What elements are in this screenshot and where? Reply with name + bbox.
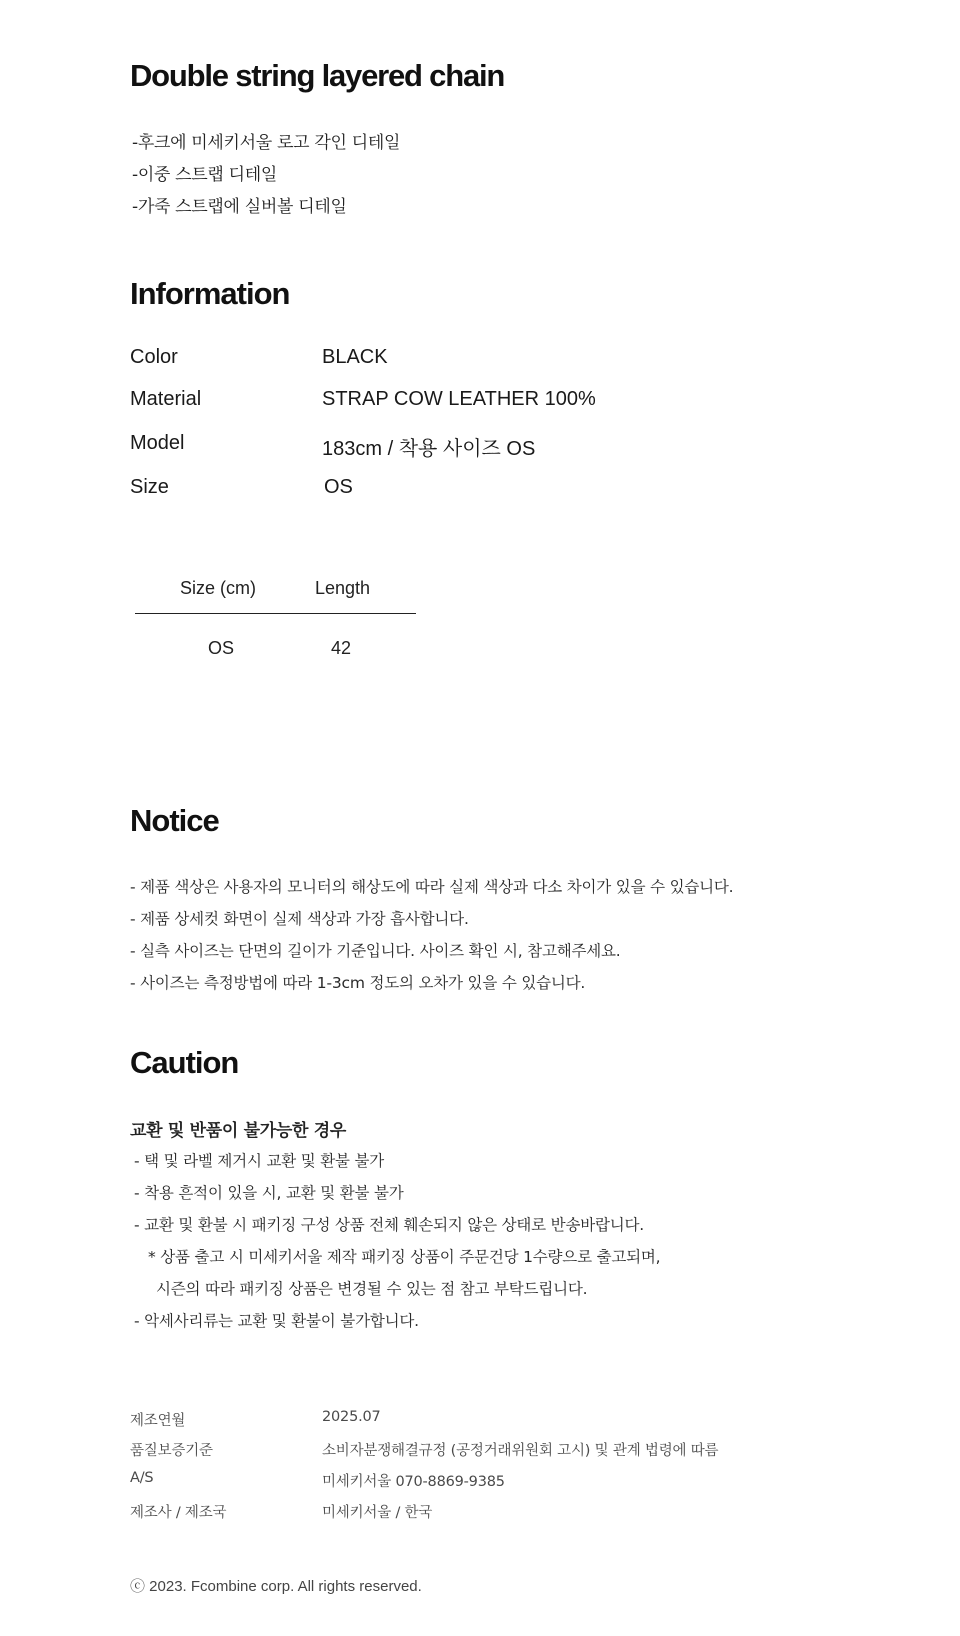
info-label-size: Size xyxy=(130,476,169,498)
meta-value: 2025.07 xyxy=(322,1409,381,1425)
product-title: Double string layered chain xyxy=(130,58,505,93)
info-value-model: 183cm / 착용 사이즈 OS xyxy=(322,438,536,460)
info-value-color: BLACK xyxy=(322,346,388,368)
caution-item: - 택 및 라벨 제거시 교환 및 환불 불가 xyxy=(134,1152,385,1170)
notice-item: - 실측 사이즈는 단면의 길이가 기준입니다. 사이즈 확인 시, 참고해주세요. xyxy=(130,942,621,960)
caution-note: * 상품 출고 시 미세키서울 제작 패키징 상품이 주문건당 1수량으로 출고되며, xyxy=(148,1248,661,1266)
caution-note: 시즌의 따라 패키징 상품은 변경될 수 있는 점 참고 부탁드립니다. xyxy=(156,1280,588,1298)
caution-item: - 착용 흔적이 있을 시, 교환 및 환불 불가 xyxy=(134,1184,404,1202)
caution-item: - 악세사리류는 교환 및 환불이 불가합니다. xyxy=(134,1312,419,1330)
info-label-color: Color xyxy=(130,346,178,368)
meta-label: 제조연월 xyxy=(130,1413,186,1429)
info-value-size: OS xyxy=(324,476,353,498)
meta-value: 소비자분쟁해결규정 (공정거래위원회 고시) 및 관계 법령에 따름 xyxy=(322,1443,719,1459)
information-heading: Information xyxy=(130,276,290,311)
meta-value: 미세키서울 070-8869-9385 xyxy=(322,1474,505,1490)
notice-item: - 제품 상세컷 화면이 실제 색상과 가장 흡사합니다. xyxy=(130,910,469,928)
feature-item: -이중 스트랩 디테일 xyxy=(132,165,278,185)
meta-label: 제조사 / 제조국 xyxy=(130,1505,227,1521)
meta-value: 미세키서울 / 한국 xyxy=(322,1505,433,1521)
notice-item: - 사이즈는 측정방법에 따라 1-3cm 정도의 오차가 있을 수 있습니다. xyxy=(130,974,586,992)
info-value-material: STRAP COW LEATHER 100% xyxy=(322,388,596,410)
size-table-cell-size: OS xyxy=(208,638,235,658)
feature-item: -가죽 스트랩에 실버볼 디테일 xyxy=(132,197,347,217)
meta-label: A/S xyxy=(130,1470,154,1486)
notice-item: - 제품 색상은 사용자의 모니터의 해상도에 따라 실제 색상과 다소 차이가 있을 수 있습니다. xyxy=(130,878,734,896)
size-table-divider xyxy=(135,613,416,614)
caution-subheading: 교환 및 반품이 불가능한 경우 xyxy=(130,1121,346,1141)
meta-label: 품질보증기준 xyxy=(130,1443,213,1459)
notice-heading: Notice xyxy=(130,803,219,838)
size-table-header-size: Size (cm) xyxy=(180,578,256,598)
caution-item: - 교환 및 환불 시 패키징 구성 상품 전체 훼손되지 않은 상태로 반송바랍니다. xyxy=(134,1216,645,1234)
size-table-header-length: Length xyxy=(315,578,371,598)
copyright: ⓒ 2023. Fcombine corp. All rights reserved. xyxy=(130,1578,422,1595)
info-label-material: Material xyxy=(130,388,202,410)
caution-heading: Caution xyxy=(130,1045,239,1080)
info-label-model: Model xyxy=(130,432,185,454)
size-table-cell-length: 42 xyxy=(331,638,352,658)
feature-item: -후크에 미세키서울 로고 각인 디테일 xyxy=(132,133,401,153)
